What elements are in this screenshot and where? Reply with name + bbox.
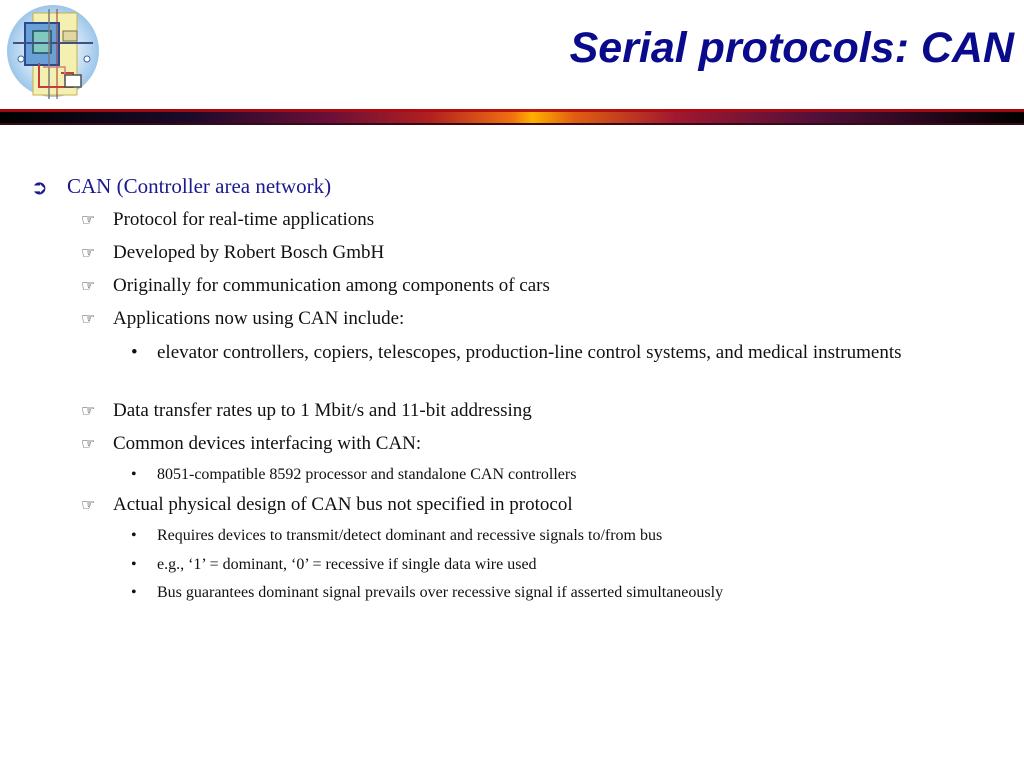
pointing-hand-icon: ☞: [81, 210, 96, 229]
bullet-main: ➲ CAN (Controller area network): [31, 174, 332, 199]
pointing-hand-icon: ☞: [81, 401, 96, 420]
sub-bullet-item: • Bus guarantees dominant signal prevails over recessive signal if asserted simultaneously: [131, 584, 724, 601]
bullet-item: ☞ Applications now using CAN include:: [81, 308, 405, 329]
decorative-gradient-band: [0, 109, 1024, 125]
pointing-hand-icon: ☞: [81, 309, 96, 328]
pointing-hand-icon: ☞: [81, 276, 96, 295]
sub-bullet-item: • elevator controllers, copiers, telescopes, production-line control systems, and medical instruments: [157, 339, 957, 366]
bullet-item: ☞ Developed by Robert Bosch GmbH: [81, 242, 385, 263]
slide-title: Serial protocols: CAN: [569, 24, 1014, 72]
dot-bullet-icon: •: [131, 466, 137, 483]
bullet-item: ☞ Common devices interfacing with CAN:: [81, 433, 422, 454]
bullet-item: ☞ Originally for communication among components of cars: [81, 275, 550, 296]
dot-bullet-icon: •: [131, 584, 137, 601]
dot-bullet-icon: •: [131, 527, 137, 544]
pointing-hand-icon: ☞: [81, 434, 96, 453]
sub-bullet-item: • e.g., ‘1’ = dominant, ‘0’ = recessive if single data wire used: [131, 556, 537, 573]
bullet-item: ☞ Actual physical design of CAN bus not specified in protocol: [81, 494, 573, 515]
dot-bullet-icon: •: [131, 556, 137, 573]
sub-bullet-item: • 8051-compatible 8592 processor and standalone CAN controllers: [131, 466, 577, 483]
bullet-item: ☞ Data transfer rates up to 1 Mbit/s and 11-bit addressing: [81, 400, 532, 421]
bullet-item: ☞ Protocol for real-time applications: [81, 209, 375, 230]
arrow-circle-icon: ➲: [31, 175, 48, 199]
pointing-hand-icon: ☞: [81, 495, 96, 514]
circuit-logo-icon: [3, 3, 103, 103]
sub-bullet-item: • Requires devices to transmit/detect dominant and recessive signals to/from bus: [131, 527, 663, 544]
pointing-hand-icon: ☞: [81, 243, 96, 262]
dot-bullet-icon: •: [131, 342, 138, 363]
